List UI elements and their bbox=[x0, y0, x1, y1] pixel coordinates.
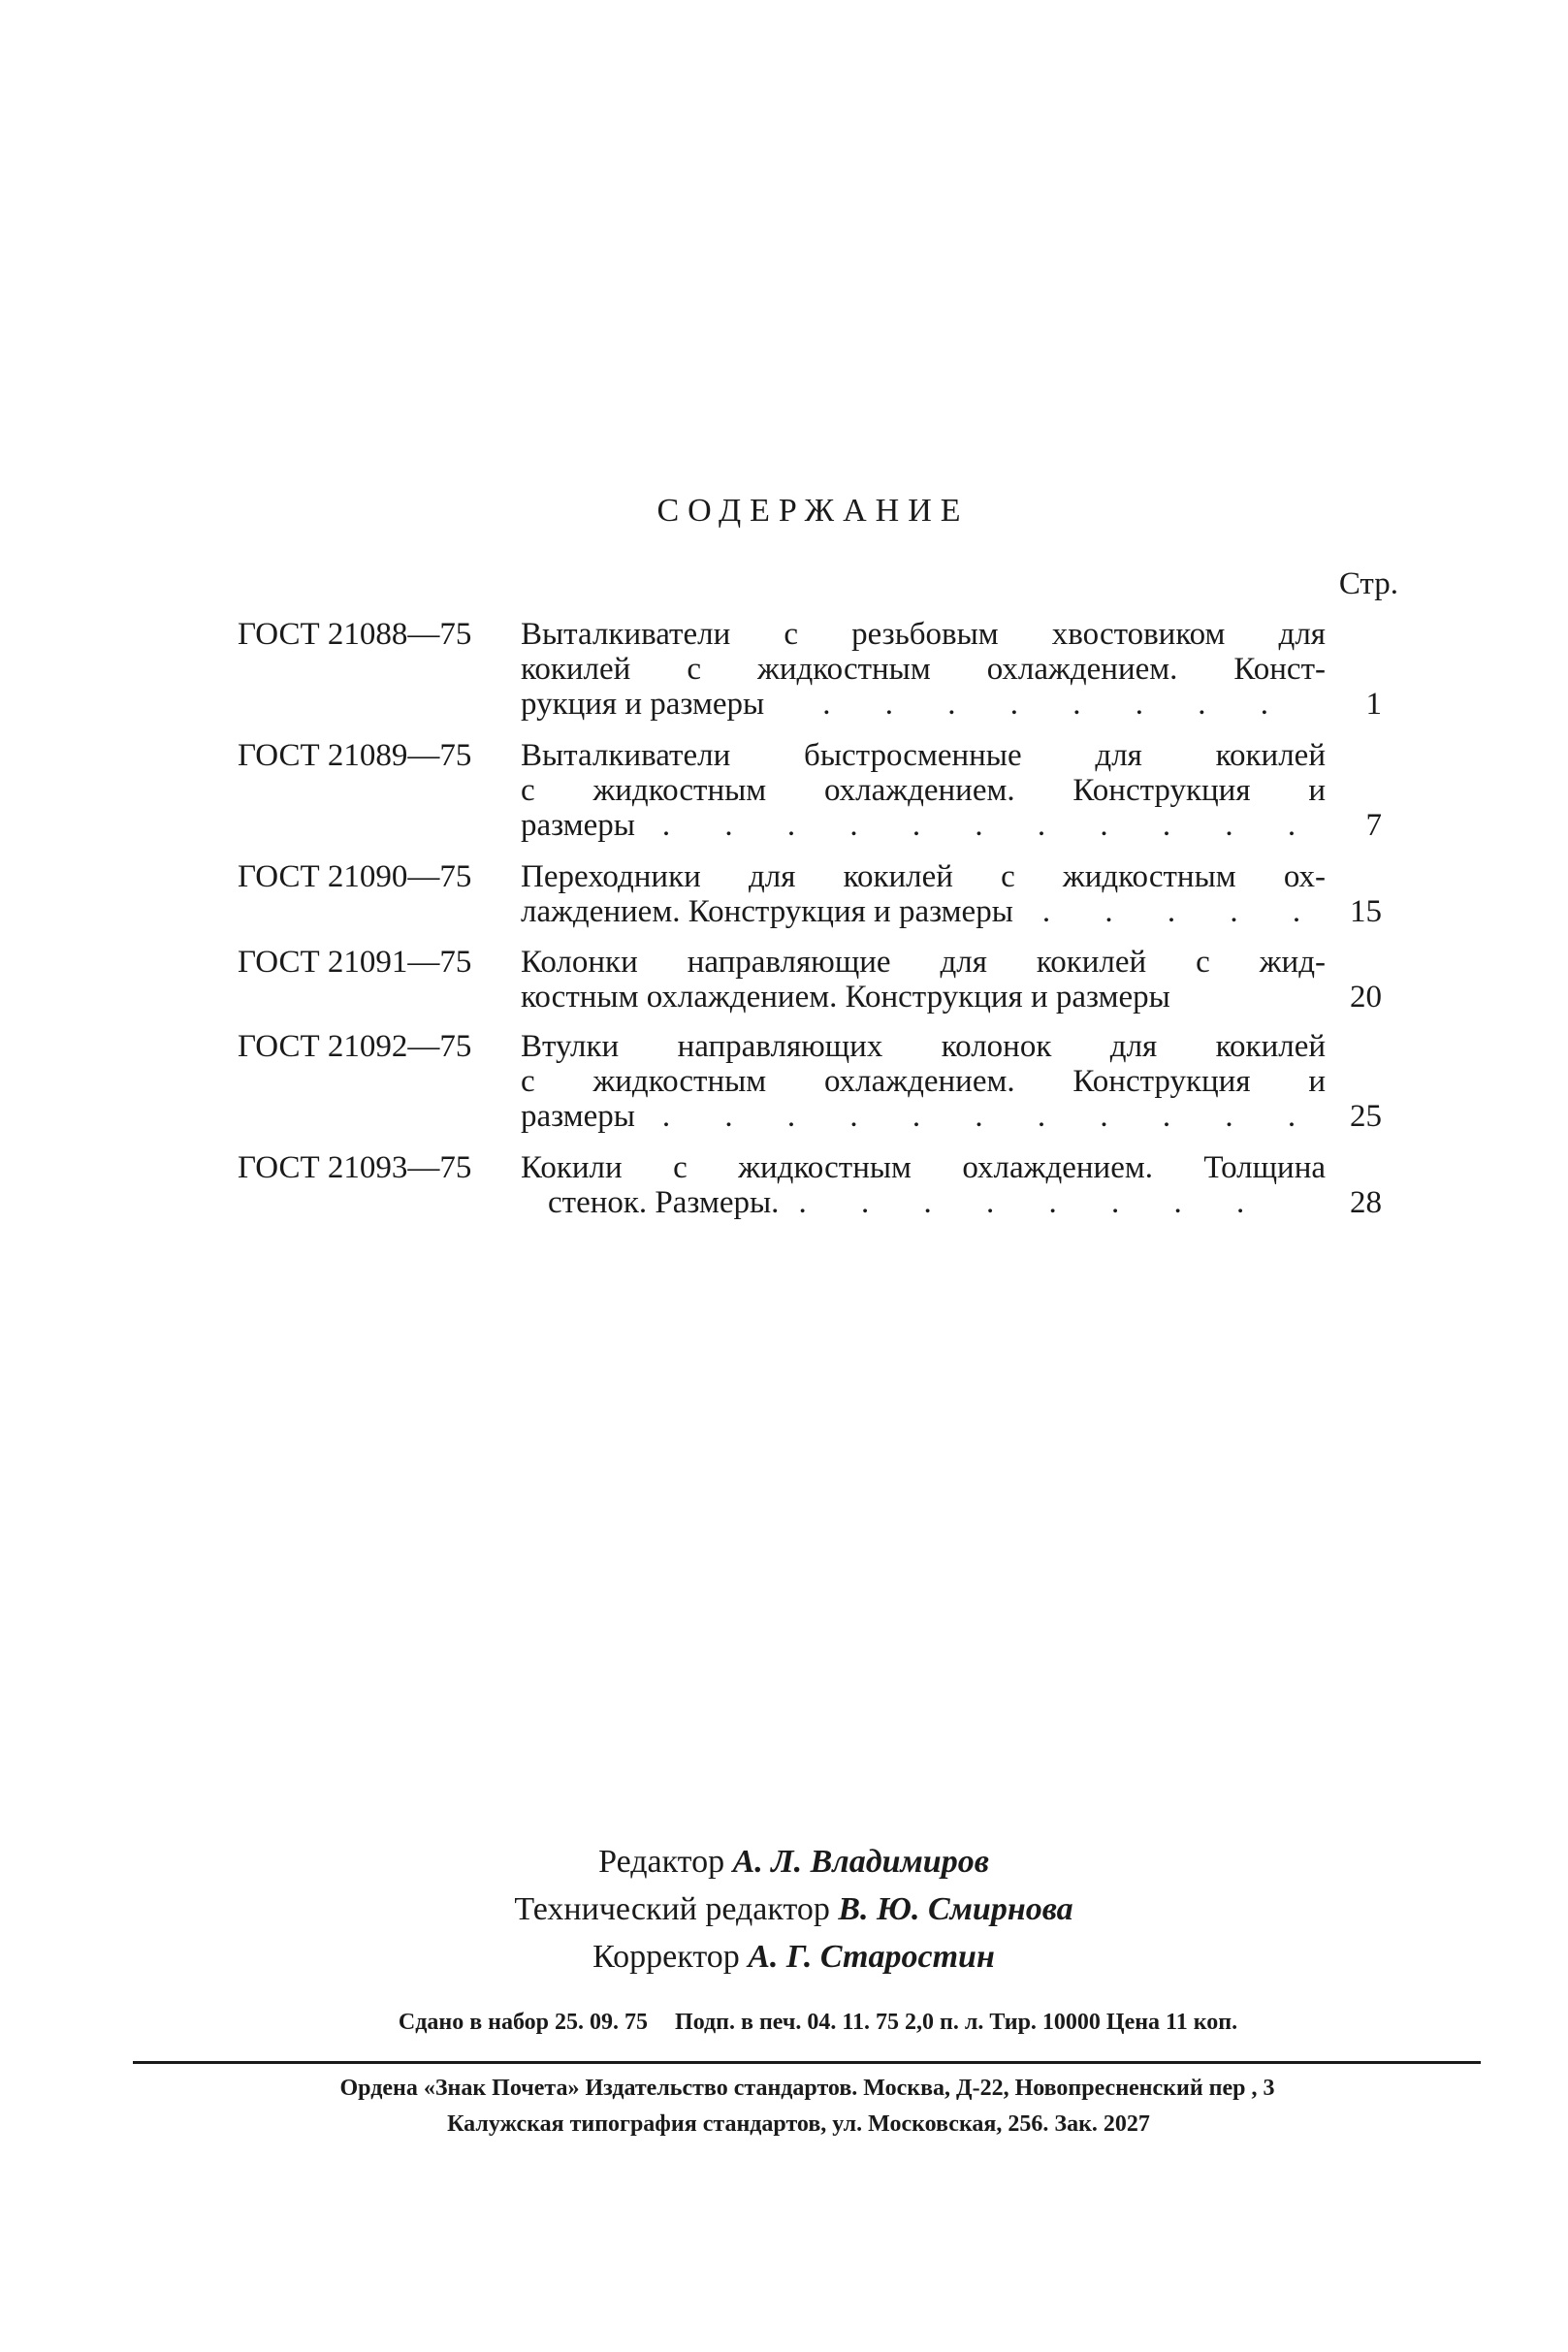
toc-entry-line: Выталкиватели быстросменные для кокилей bbox=[521, 738, 1326, 773]
toc-entry-code: ГОСТ 21092—75 bbox=[238, 1029, 472, 1064]
dot-leader: . . . . . . . . bbox=[798, 1185, 1268, 1220]
dot-leader: . . . . . . . . bbox=[822, 687, 1292, 722]
toc-entry-title bbox=[521, 617, 1326, 722]
toc-entry-last-line bbox=[521, 1185, 1326, 1220]
credit-role: Редактор bbox=[598, 1844, 725, 1880]
toc-entry-title bbox=[521, 945, 1326, 1015]
toc-entry-title bbox=[521, 859, 1326, 929]
toc-entry-line: Кокили с жидкостным охлаждением. Толщина bbox=[521, 1150, 1326, 1185]
dot-leader: . . . . . bbox=[1041, 894, 1325, 929]
toc-entry-code: ГОСТ 21093—75 bbox=[238, 1150, 472, 1185]
credit-role: Корректор bbox=[592, 1939, 740, 1975]
toc-entry-title bbox=[521, 738, 1326, 843]
toc-entry-line: стенок. Размеры. bbox=[548, 1185, 780, 1220]
toc-entry-line: кокилей с жидкостным охлаждением. Конст- bbox=[521, 652, 1326, 687]
toc-entry-code: ГОСТ 21091—75 bbox=[238, 945, 472, 980]
toc-entry-last-line bbox=[521, 894, 1326, 929]
imprint-printer: Калужская типография стандартов, ул. Московская, 256. Зак. 2027 bbox=[447, 2111, 1150, 2137]
toc-entry-page: 25 bbox=[1350, 1099, 1382, 1134]
imprint-typeset-date: Сдано в набор 25. 09. 75 bbox=[398, 2010, 649, 2035]
toc-entry-title bbox=[521, 1029, 1326, 1134]
imprint-signed-to-print: Подп. в печ. 04. 11. 75 2,0 п. л. Тир. 10000 Цена 11 коп. bbox=[675, 2010, 1238, 2035]
imprint-publisher: Ордена «Знак Почета» Издательство стандартов. Москва, Д-22, Новопресненский пер , 3 bbox=[339, 2076, 1275, 2101]
credits-block bbox=[0, 1838, 1568, 1981]
page-title: СОДЕРЖАНИЕ bbox=[656, 493, 970, 529]
page-column-label: Стр. bbox=[1338, 566, 1398, 601]
toc-entry-line: лаждением. Конструкция и размеры bbox=[521, 894, 1013, 929]
toc-entry-line: размеры bbox=[521, 1099, 635, 1134]
toc-entry-last-line bbox=[521, 687, 1326, 722]
toc-entry-page: 15 bbox=[1350, 894, 1382, 929]
toc-entry-title bbox=[521, 1150, 1326, 1220]
toc-entry-last-line bbox=[521, 1099, 1326, 1134]
toc-entry-code: ГОСТ 21088—75 bbox=[238, 617, 472, 652]
toc-entry-code: ГОСТ 21090—75 bbox=[238, 859, 472, 894]
dot-leader: . . . . . . . . . . . bbox=[661, 808, 1320, 843]
dot-leader: . . . . . . . . . . . bbox=[661, 1099, 1320, 1134]
credit-name: А. Г. Старостин bbox=[748, 1939, 995, 1975]
toc-entry-line: Переходники для кокилей с жидкостным ох- bbox=[521, 859, 1326, 894]
toc-entry-code: ГОСТ 21089—75 bbox=[238, 738, 472, 773]
credit-line-tech-editor bbox=[19, 1885, 1568, 1933]
credit-role: Технический редактор bbox=[514, 1891, 830, 1927]
toc-entry-line: Втулки направляющих колонок для кокилей bbox=[521, 1029, 1326, 1064]
toc-entry-line: рукция и размеры bbox=[521, 687, 765, 722]
toc-entry-page: 20 bbox=[1350, 980, 1382, 1015]
toc-entry-line: Выталкиватели с резьбовым хвостовиком для bbox=[521, 617, 1326, 652]
toc-entry-page: 1 bbox=[1365, 687, 1382, 722]
toc-entry-last-line bbox=[521, 808, 1326, 843]
imprint-print-data bbox=[0, 2010, 1568, 2036]
credit-line-proofreader bbox=[19, 1933, 1568, 1981]
toc-entry-line: Колонки направляющие для кокилей с жид- bbox=[521, 945, 1326, 980]
toc-entry-line: размеры bbox=[521, 808, 635, 843]
imprint-divider bbox=[133, 2061, 1481, 2064]
toc-entry-line: с жидкостным охлаждением. Конструкция и bbox=[521, 773, 1326, 808]
credit-name: А. Л. Владимиров bbox=[732, 1844, 989, 1880]
toc-entry-line: с жидкостным охлаждением. Конструкция и bbox=[521, 1064, 1326, 1099]
toc-entry-page: 7 bbox=[1365, 808, 1382, 843]
toc-entry-line: костным охлаждением. Конструкция и размеры bbox=[521, 980, 1170, 1015]
credit-name: В. Ю. Смирнова bbox=[838, 1891, 1073, 1927]
credit-line-editor bbox=[19, 1838, 1568, 1885]
toc-entry-page: 28 bbox=[1350, 1185, 1382, 1220]
